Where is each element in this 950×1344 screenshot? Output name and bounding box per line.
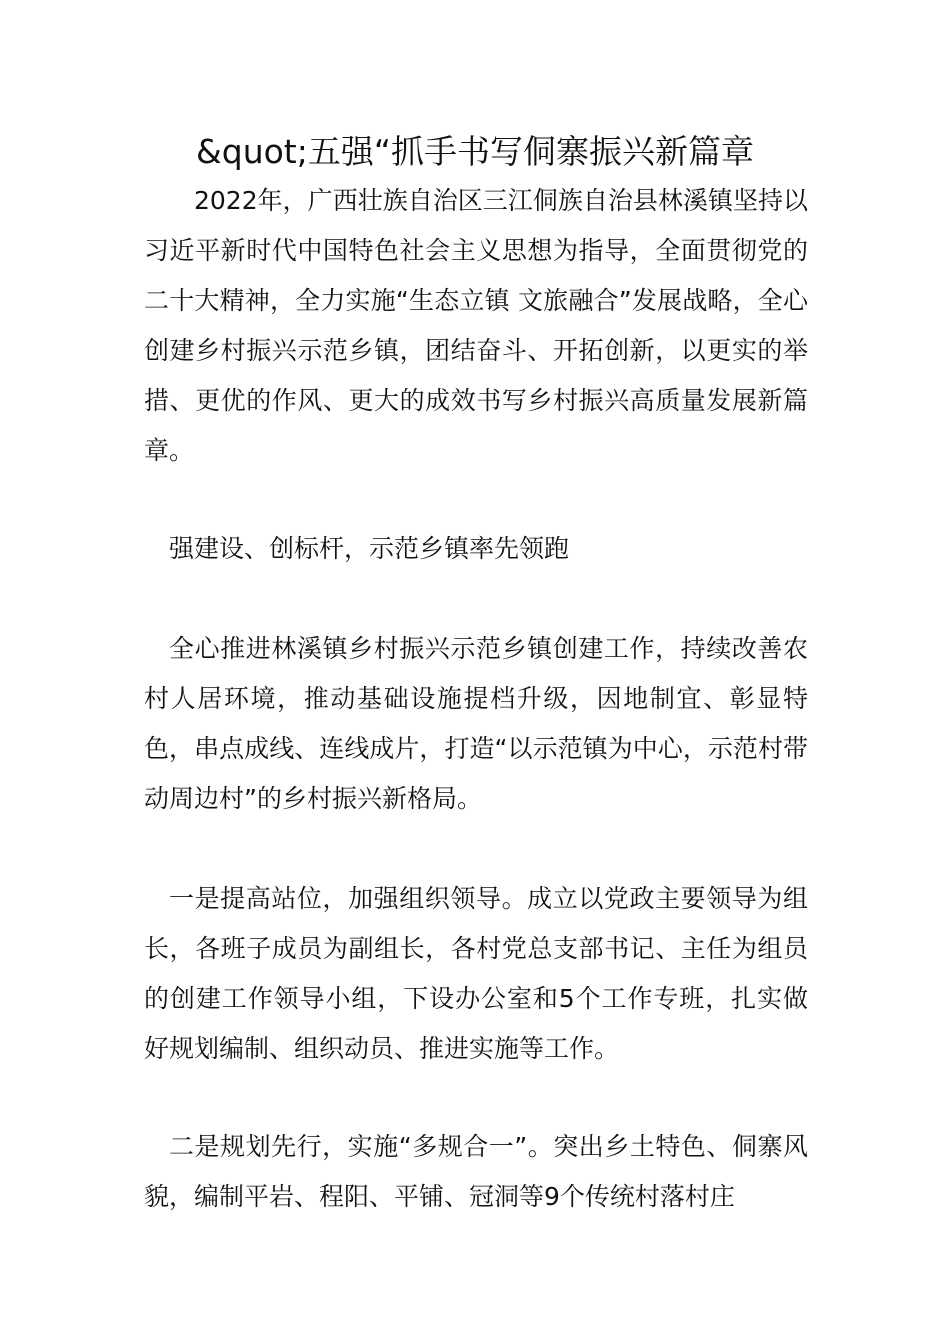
intro-paragraph: 2022年，广西壮族自治区三江侗族自治县林溪镇坚持以习近平新时代中国特色社会主义思想为指导，全面贯彻党的二十大精神，全力实施“生态立镇 文旅融合”发展战略，全心创建乡村振兴示范乡镇，团结奋斗、开拓创新，以更实的举措、更优的作风、更大的成效书写乡村振兴高质量发展新篇章。 — [144, 186, 808, 465]
section-heading: 强建设、创标杆，示范乡镇率先领跑 — [169, 534, 570, 563]
body-paragraph: 全心推进林溪镇乡村振兴示范乡镇创建工作，持续改善农村人居环境，推动基础设施提档升级，因地制宜、彰显特色，串点成线、连线成片，打造“以示范镇为中心，示范村带动周边村”的乡村振兴新格局。 — [144, 634, 808, 813]
body-paragraph: 一是提高站位，加强组织领导。成立以党政主要领导为组长，各班子成员为副组长，各村党总支部书记、主任为组员的创建工作领导小组，下设办公室和5个工作专班，扎实做好规划编制、组织动员、推进实施等工作。 — [144, 884, 808, 1063]
document-title: &quot;五强“抓手书写侗寨振兴新篇章 — [196, 132, 754, 171]
body-paragraph: 二是规划先行，实施“多规合一”。突出乡土特色、侗寨风貌，编制平岩、程阳、平铺、冠洞等9个传统村落村庄 — [144, 1132, 808, 1211]
